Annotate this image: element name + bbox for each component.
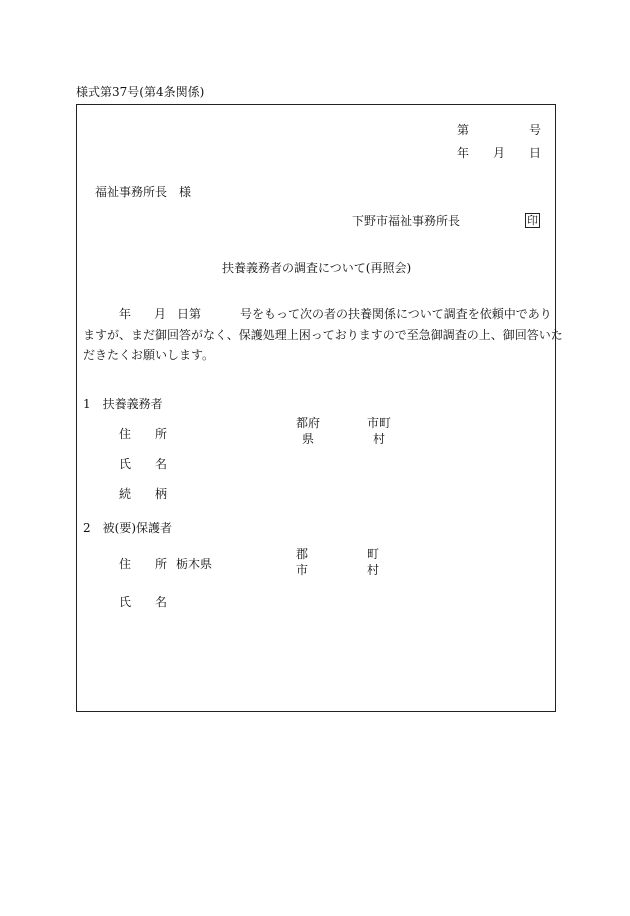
section1-pref-top: 都府 <box>296 416 321 430</box>
date-day: 日 <box>529 146 542 160</box>
date-year: 年 <box>457 146 470 160</box>
form-label: 様式第37号(第4条関係) <box>76 85 205 99</box>
section1-pref-bottom: 県 <box>302 432 315 446</box>
section1-city-top: 市町 <box>367 416 392 430</box>
section2-heading: 2 被(要)保護者 <box>83 521 172 535</box>
sender: 下野市福祉事務所長 <box>352 214 461 228</box>
seal-mark: 印 <box>527 214 538 227</box>
section1-city-bottom: 村 <box>373 432 386 446</box>
section2-name-label: 氏 名 <box>119 595 168 609</box>
number-suffix: 号 <box>529 123 542 137</box>
section2-town-bottom: 村 <box>367 563 380 577</box>
section1-heading: 1 扶養義務者 <box>83 397 163 411</box>
document-title: 扶養義務者の調査について(再照会) <box>222 261 412 275</box>
section1-address-label: 住 所 <box>119 427 168 441</box>
body-line1: 号をもって次の者の扶養関係について調査を依頼中であり <box>240 307 552 321</box>
section2-town-top: 町 <box>367 547 380 561</box>
section2-address-label: 住 所 <box>119 557 168 571</box>
body-line3: だきたくお願いします。 <box>83 348 215 362</box>
body-line2: ますが、まだ御回答がなく、保護処理上困っておりますので至急御調査の上、御回答いた <box>83 328 563 342</box>
body-month: 月 <box>154 307 167 321</box>
number-prefix: 第 <box>457 123 470 137</box>
section1-name-label: 氏 名 <box>119 457 168 471</box>
section2-prefecture: 栃木県 <box>176 557 213 571</box>
section2-district-bottom: 市 <box>296 563 309 577</box>
section1-relation-label: 続 柄 <box>119 487 168 501</box>
body-year: 年 <box>119 307 132 321</box>
body-day-no: 日第 <box>177 307 202 321</box>
date-month: 月 <box>493 146 506 160</box>
section2-district-top: 郡 <box>296 547 309 561</box>
addressee: 福祉事務所長 様 <box>95 185 192 199</box>
